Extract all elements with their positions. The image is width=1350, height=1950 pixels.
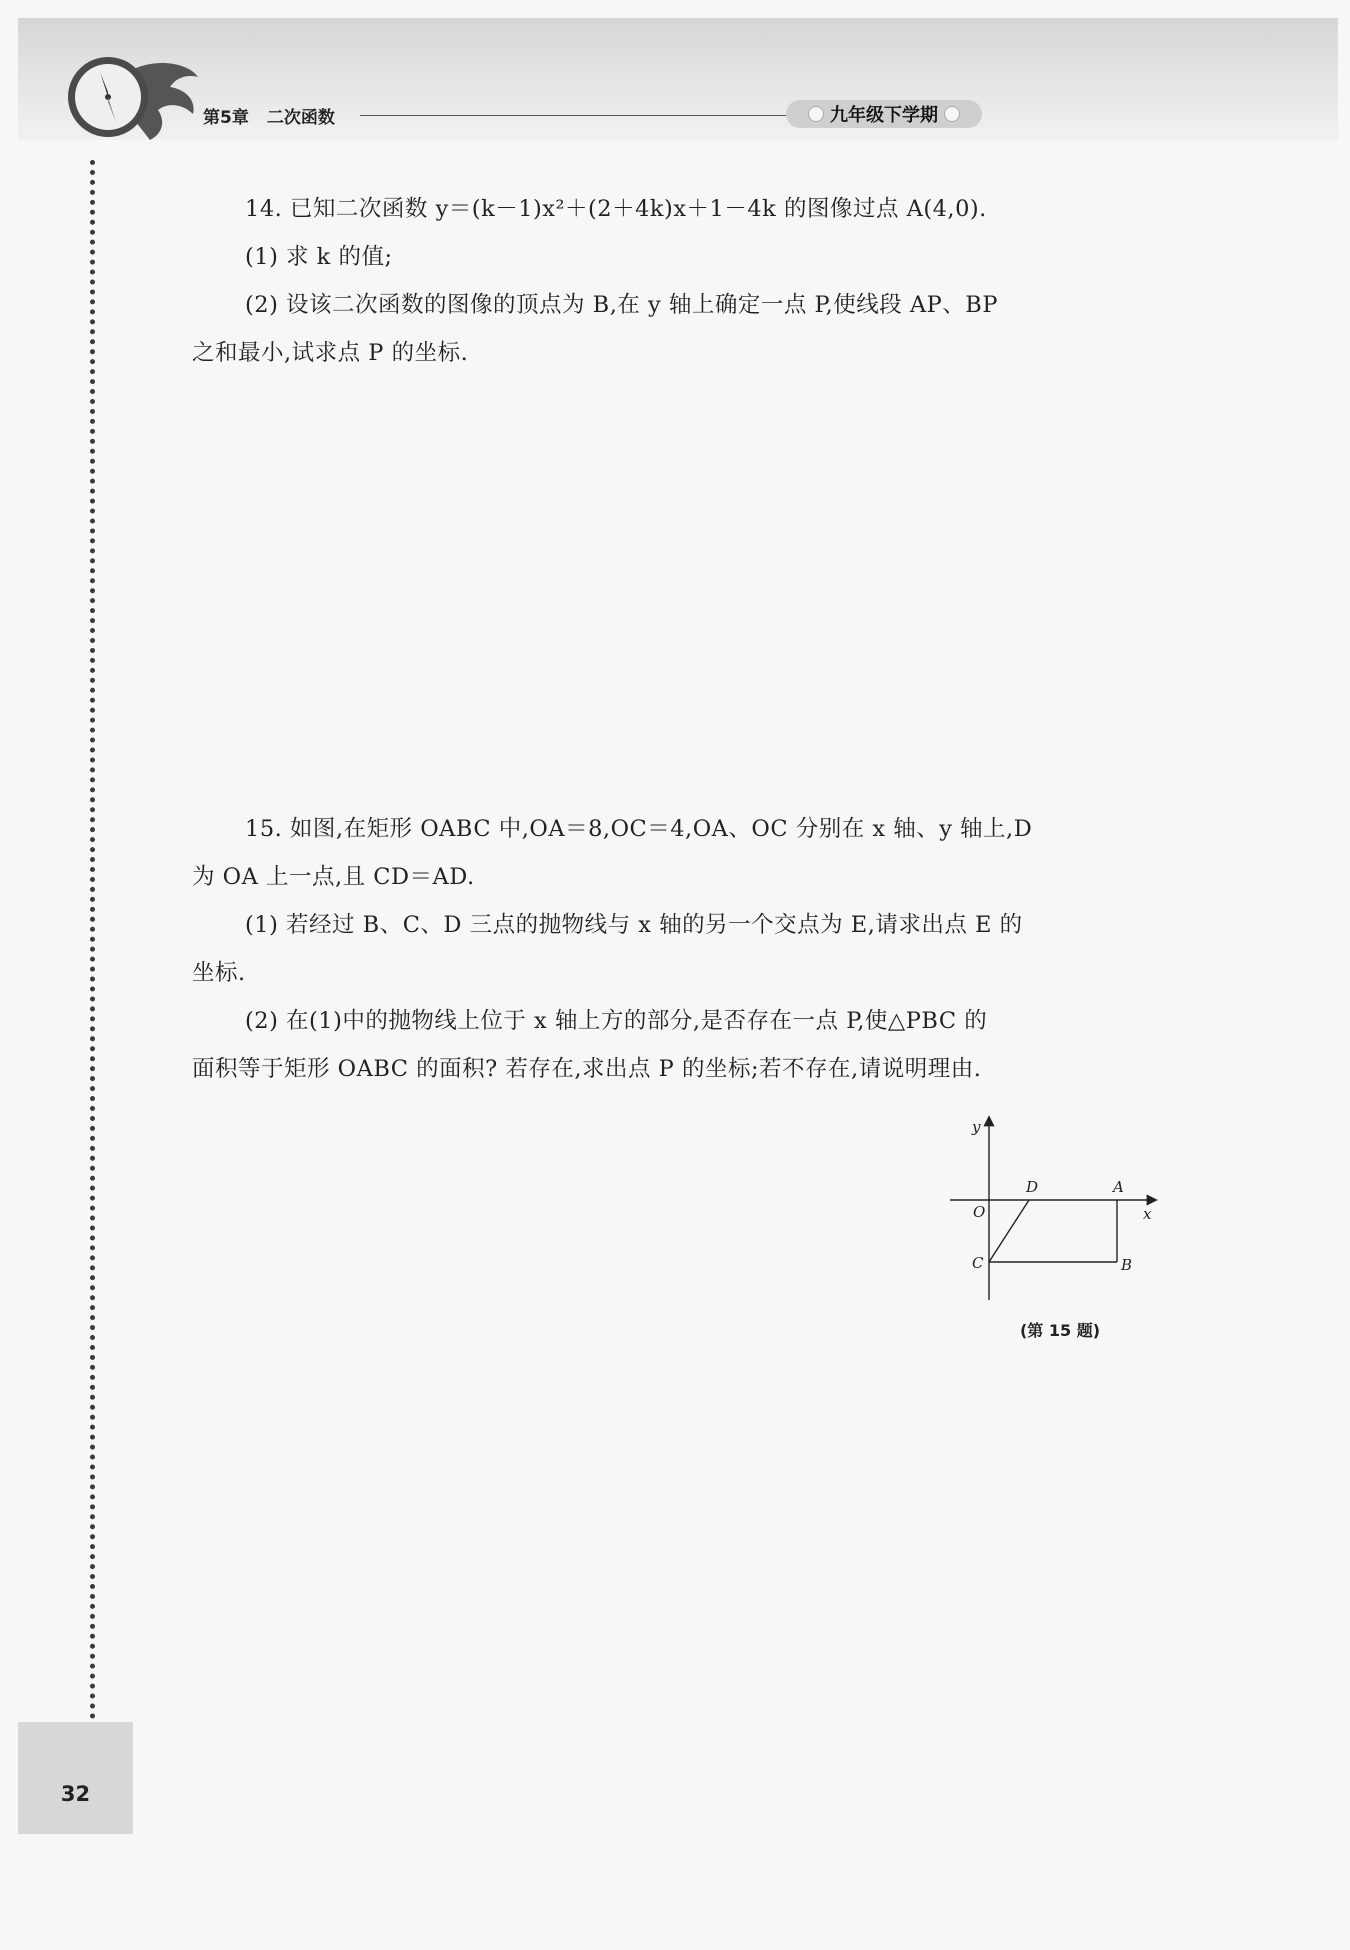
label-c: C	[972, 1254, 984, 1272]
q15-part1-cont: 坐标.	[192, 960, 246, 986]
q15-part1: (1) 若经过 B、C、D 三点的抛物线与 x 轴的另一个交点为 E,请求出点 E 的	[245, 912, 1023, 938]
chapter-title: 二次函数	[266, 108, 335, 128]
figure-caption: (第 15 题)	[1019, 1321, 1101, 1340]
label-o: O	[973, 1203, 986, 1221]
binding-dotted-line	[90, 160, 95, 1720]
q14-part2: (2) 设该二次函数的图像的顶点为 B,在 y 轴上确定一点 P,使线段 AP、BP	[245, 292, 998, 318]
label-d: D	[1026, 1178, 1039, 1196]
compass-clock-logo-icon	[58, 52, 208, 142]
page-number: 32	[60, 1782, 91, 1806]
q15-part2: (2) 在(1)中的抛物线上位于 x 轴上方的部分,是否存在一点 P,使△PBC 的	[245, 1008, 988, 1034]
label-x: x	[1143, 1205, 1152, 1223]
page-number-box	[18, 1722, 133, 1834]
chapter-heading	[203, 103, 353, 128]
q14-part2-cont: 之和最小,试求点 P 的坐标.	[192, 340, 469, 366]
label-b: B	[1121, 1256, 1133, 1274]
grade-badge	[786, 100, 982, 128]
q14-part1: (1) 求 k 的值;	[245, 244, 393, 270]
q15-stem-cont: 为 OA 上一点,且 CD＝AD.	[192, 864, 475, 890]
segment-cd	[989, 1200, 1029, 1262]
q15-figure	[940, 1110, 1180, 1310]
q14-stem: 14. 已知二次函数 y＝(k－1)x²＋(2＋4k)x＋1－4k 的图像过点 A(4,0).	[245, 196, 987, 222]
badge-right-dot	[944, 106, 960, 122]
q15-part2-cont: 面积等于矩形 OABC 的面积? 若存在,求出点 P 的坐标;若不存在,请说明理由.	[192, 1056, 982, 1082]
chapter-number: 第5章	[203, 108, 249, 128]
q15-stem: 15. 如图,在矩形 OABC 中,OA＝8,OC＝4,OA、OC 分别在 x 轴、y 轴上,D	[245, 816, 1033, 842]
grade-label: 九年级下学期	[830, 105, 938, 126]
label-y: y	[972, 1118, 981, 1136]
badge-left-dot	[808, 106, 824, 122]
header-rule	[360, 115, 786, 116]
label-a: A	[1113, 1178, 1124, 1196]
